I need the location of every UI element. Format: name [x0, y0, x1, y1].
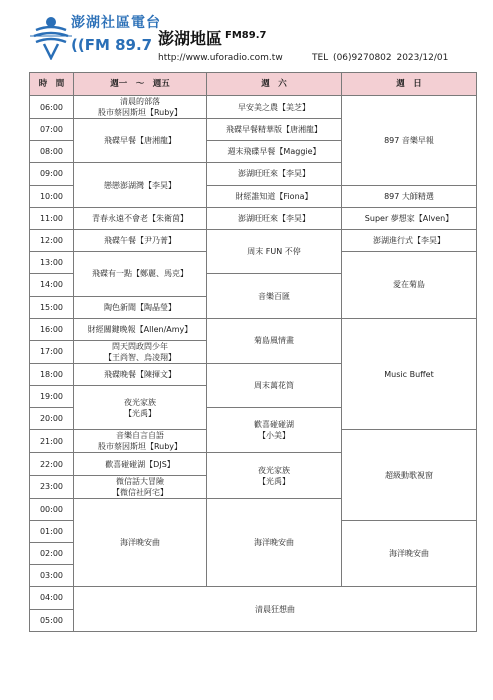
program-cell: 清晨狂想曲 — [74, 587, 477, 631]
program-line: 【微信社阿宅】 — [112, 487, 168, 497]
program-line: 清晨的部落 — [120, 97, 160, 106]
program-cell: 飛碟早餐精華版【唐湘龍】 — [207, 119, 342, 141]
program-cell: 財經關鍵晚報【Allen/Amy】 — [74, 318, 207, 340]
program-cell: 飛碟早餐【唐湘龍】 — [74, 119, 207, 163]
program-line: 問天問政問少年 — [112, 341, 168, 351]
frequency-label: FM89.7 — [225, 30, 267, 41]
station-logo-icon — [30, 14, 72, 60]
time-cell: 08:00 — [30, 141, 74, 163]
table-row — [30, 229, 477, 251]
time-cell: 10:00 — [30, 185, 74, 207]
time-cell: 17:00 — [30, 340, 74, 363]
time-cell: 03:00 — [30, 565, 74, 587]
time-cell: 18:00 — [30, 363, 74, 385]
header-row — [30, 73, 477, 96]
program-line: 股市蔡因斯坦【Ruby】 — [97, 442, 183, 452]
time-cell: 13:00 — [30, 252, 74, 274]
program-cell — [74, 386, 207, 430]
program-cell: 海洋晚安曲 — [207, 498, 342, 587]
time-cell: 02:00 — [30, 543, 74, 565]
station-frequency-badge: ((FM 89.7 — [71, 36, 153, 54]
program-line: 【小美】 — [258, 431, 290, 441]
program-cell: 飛碟有一點【鄭麗、馬克】 — [74, 252, 207, 296]
program-line: 歡喜碰碰湖 — [254, 420, 294, 430]
time-cell: 14:00 — [30, 274, 74, 296]
program-line: 音樂自言自語 — [116, 431, 164, 441]
contact-line: TEL (06)9270802 2023/12/01 — [312, 53, 449, 63]
time-cell: 00:00 — [30, 498, 74, 520]
table-row — [30, 207, 477, 229]
program-cell: 超級動歌視窗 — [342, 430, 477, 520]
program-cell: 早安美之農【美芝】 — [207, 96, 342, 119]
time-cell: 11:00 — [30, 207, 74, 229]
page-header — [0, 0, 493, 70]
table-row — [30, 96, 477, 119]
time-cell: 01:00 — [30, 520, 74, 542]
program-cell — [74, 340, 207, 363]
program-cell: 897 音樂早報 — [342, 96, 477, 186]
program-line: 【光禹】 — [124, 408, 156, 418]
program-line: 微信話大冒險 — [116, 476, 164, 486]
program-cell: 澎湖進行式【李昊】 — [342, 229, 477, 251]
program-cell — [74, 430, 207, 453]
station-name: 澎湖社區電台 — [71, 15, 161, 31]
time-cell: 20:00 — [30, 408, 74, 430]
time-cell: 07:00 — [30, 119, 74, 141]
time-cell: 05:00 — [30, 609, 74, 631]
program-cell — [207, 408, 342, 453]
program-cell: Music Buffet — [342, 318, 477, 430]
program-cell: 澎湖旺旺來【李昊】 — [207, 163, 342, 185]
col-header-weekday: 週一 ～ 週五 — [74, 73, 207, 96]
time-cell: 09:00 — [30, 163, 74, 185]
program-cell: 澎湖旺旺來【李昊】 — [207, 207, 342, 229]
program-cell: 愛在菊島 — [342, 252, 477, 319]
program-line: 【王尚智、烏凌翔】 — [104, 352, 176, 362]
schedule-table — [29, 72, 477, 632]
time-cell: 23:00 — [30, 475, 74, 498]
program-cell: 897 大師精選 — [342, 185, 477, 207]
program-cell: 音樂百匯 — [207, 274, 342, 318]
program-cell — [74, 475, 207, 498]
time-cell: 16:00 — [30, 318, 74, 340]
program-line: 【光禹】 — [258, 476, 290, 486]
program-cell: 飛碟晚餐【陳揮文】 — [74, 363, 207, 385]
time-cell: 06:00 — [30, 96, 74, 119]
program-cell: 飛碟午餐【尹乃菁】 — [74, 229, 207, 251]
program-cell: 海洋晚安曲 — [74, 498, 207, 587]
program-line: 夜光家族 — [124, 397, 156, 407]
program-cell: 戀戀澎湖灣【李昊】 — [74, 163, 207, 207]
time-cell: 19:00 — [30, 386, 74, 408]
program-cell: 周末 FUN 不停 — [207, 229, 342, 273]
table-row — [30, 587, 477, 609]
page-title: 澎湖地區 — [158, 29, 223, 48]
table-row — [30, 318, 477, 340]
program-cell: 財經誰知道【Fiona】 — [207, 185, 342, 207]
program-cell: 周末萬花筒 — [207, 363, 342, 407]
program-line: 夜光家族 — [258, 465, 290, 475]
col-header-sunday: 週 日 — [342, 73, 477, 96]
program-cell: 青春永遠不會老【朱衛茵】 — [74, 207, 207, 229]
program-line: 股市蔡因斯坦【Ruby】 — [97, 108, 183, 117]
time-cell: 15:00 — [30, 296, 74, 318]
time-cell: 04:00 — [30, 587, 74, 609]
program-cell — [74, 96, 207, 119]
time-cell: 21:00 — [30, 430, 74, 453]
program-cell — [207, 453, 342, 498]
program-cell: Super 夢想家【Alven】 — [342, 207, 477, 229]
program-cell: 週末飛碟早餐【Maggie】 — [207, 141, 342, 163]
col-header-time: 時 間 — [30, 73, 74, 96]
program-cell: 歡喜碰碰湖【DJS】 — [74, 453, 207, 475]
program-cell: 海洋晚安曲 — [342, 520, 477, 587]
time-cell: 22:00 — [30, 453, 74, 475]
website-url[interactable]: http://www.uforadio.com.tw — [158, 53, 283, 63]
time-cell: 12:00 — [30, 229, 74, 251]
program-cell: 菊島風情畫 — [207, 318, 342, 363]
program-cell: 陶色新聞【陶晶瑩】 — [74, 296, 207, 318]
col-header-saturday: 週 六 — [207, 73, 342, 96]
